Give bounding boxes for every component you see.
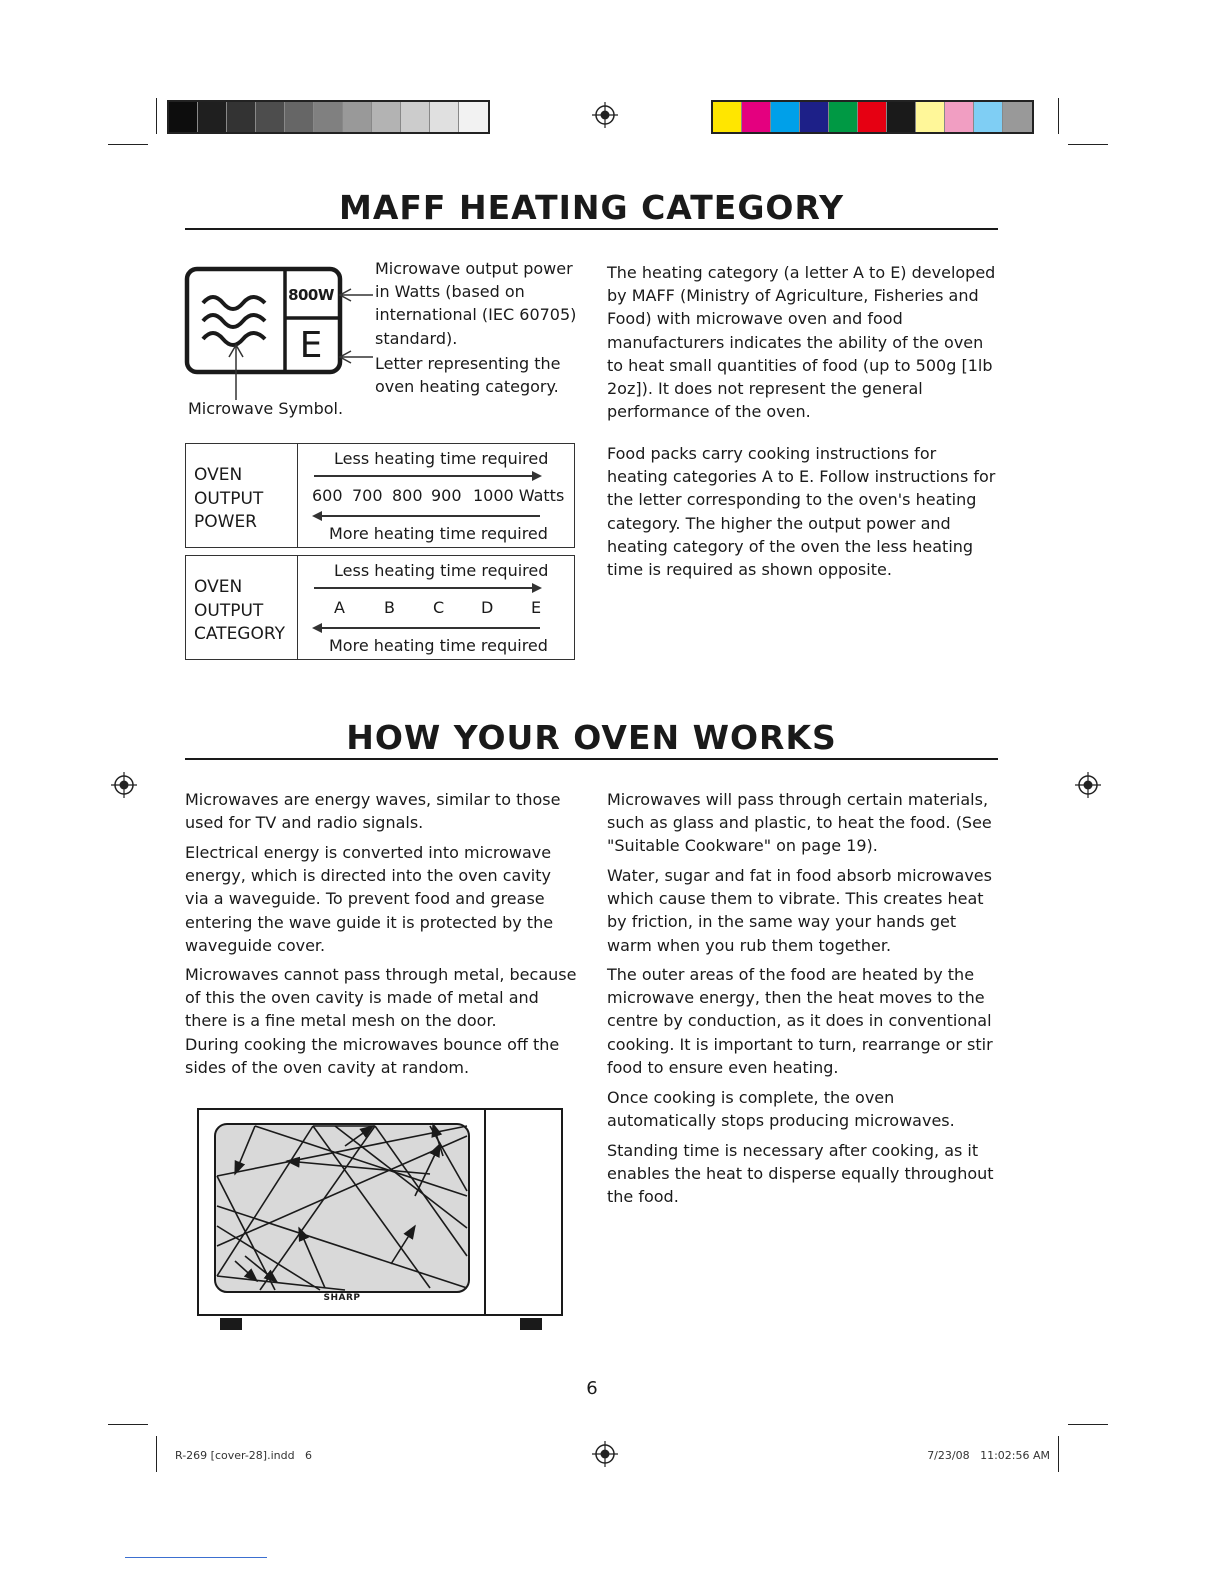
section-rule — [185, 758, 998, 760]
color-swatch — [858, 102, 887, 132]
section-title-maff: MAFF HEATING CATEGORY — [339, 188, 844, 227]
crop-mark-bottom-left-h — [108, 1424, 148, 1425]
output-power-note: Microwave output power in Watts (based on international (IEC 60705) standard). — [375, 259, 577, 348]
category-letter-value: E — [299, 325, 323, 366]
color-swatch — [430, 102, 459, 132]
color-swatch — [198, 102, 227, 132]
footer-timestamp: 7/23/08 11:02:56 AM — [927, 1449, 1050, 1462]
power-value: 700 — [352, 486, 383, 505]
microwave-oven-illustration — [195, 1106, 567, 1332]
more-time-text: More heating time required — [329, 636, 548, 655]
less-time-text: Less heating time required — [334, 561, 549, 580]
color-swatch — [800, 102, 829, 132]
body-paragraph: During cooking the microwaves bounce off the sides of the oven cavity at random. — [185, 1035, 560, 1078]
body-paragraph: Microwaves cannot pass through metal, because of this the oven cavity is made of metal and there is a fine metal mesh on the door. — [185, 965, 577, 1031]
label-line: OUTPUT — [194, 600, 264, 621]
color-swatch — [343, 102, 372, 132]
color-swatch — [742, 102, 771, 132]
microwave-symbol-caption: Microwave Symbol. — [188, 399, 344, 418]
output-category-table — [185, 555, 575, 660]
body-paragraph: The outer areas of the food are heated by the microwave energy, then the heat moves to the centre by conduction, as it does in conventional cooking. It is important to turn, rearrange or stir food to ensure even heating. — [607, 965, 993, 1077]
process-color-bar — [711, 100, 1034, 134]
arrow-left-icon — [314, 627, 540, 629]
crop-mark-bottom-right-v — [1058, 1436, 1059, 1472]
category-value: C — [433, 598, 445, 617]
color-swatch — [459, 102, 488, 132]
registration-target-icon — [111, 772, 137, 798]
label-line: POWER — [194, 512, 257, 532]
crop-mark-top-right-v — [1058, 98, 1059, 134]
footer-file-name: R-269 [cover-28].indd 6 — [175, 1449, 313, 1462]
category-value: E — [531, 598, 542, 617]
arrow-right-icon — [314, 587, 540, 589]
color-swatch — [887, 102, 916, 132]
color-swatch — [314, 102, 343, 132]
color-swatch — [227, 102, 256, 132]
power-value: 900 — [431, 486, 462, 505]
output-category-label — [186, 556, 298, 659]
crop-mark-top-right-h — [1068, 144, 1108, 145]
power-value: 600 — [312, 486, 343, 505]
color-swatch — [945, 102, 974, 132]
color-swatch — [771, 102, 800, 132]
color-swatch — [713, 102, 742, 132]
section-title-how-it-works: HOW YOUR OVEN WORKS — [346, 718, 837, 757]
color-swatch — [401, 102, 430, 132]
color-swatch — [169, 102, 198, 132]
maff-description-paragraph: The heating category (a letter A to E) developed by MAFF (Ministry of Agriculture, Fisheries and Food) with microwave oven and food manufacturers indicates the ability of the oven to heat small quantities of food (up to 500g [1lb 2oz]). It does not represent the general performance of the oven. — [607, 263, 996, 422]
crop-mark-top-left-h — [108, 144, 148, 145]
arrow-left-icon — [314, 515, 540, 517]
label-line: OVEN — [194, 577, 243, 597]
color-swatch — [285, 102, 314, 132]
output-power-label — [186, 444, 298, 547]
page-number: 6 — [586, 1378, 598, 1399]
crop-mark-bottom-right-h — [1068, 1424, 1108, 1425]
label-line: OVEN — [194, 465, 243, 485]
section-rule — [185, 228, 998, 230]
body-paragraph: Standing time is necessary after cooking, as it enables the heat to disperse equally throughout the food. — [607, 1141, 994, 1207]
color-swatch — [916, 102, 945, 132]
color-swatch — [256, 102, 285, 132]
food-pack-paragraph: Food packs carry cooking instructions for heating categories A to E. Follow instructions for the letter corresponding to the oven's heating category. The higher the output power and heating category of the oven the less heating time is required as shown opposite. — [607, 444, 996, 580]
crop-mark-bottom-left-v — [156, 1436, 157, 1472]
microwave-wave-icon — [203, 297, 265, 345]
letter-note: Letter representing the oven heating category. — [375, 354, 561, 397]
registration-target-icon — [592, 102, 618, 128]
less-time-text: Less heating time required — [334, 449, 549, 468]
body-paragraph: Electrical energy is converted into microwave energy, which is directed into the oven cavity via a waveguide. To prevent food and grease entering the wave guide it is protected by the waveguide cover. — [185, 843, 554, 955]
power-value: 1000 Watts — [473, 486, 565, 505]
body-paragraph: Microwaves will pass through certain materials, such as glass and plastic, to heat the food. (See "Suitable Cookware" on page 19). — [607, 790, 992, 856]
rating-label-graphic — [183, 265, 378, 400]
category-value: D — [481, 598, 494, 617]
body-paragraph: Water, sugar and fat in food absorb microwaves which cause them to vibrate. This creates heat by friction, in the same way your hands get warm when you rub them together. — [607, 866, 992, 955]
power-value: 800 — [392, 486, 423, 505]
body-paragraph: Once cooking is complete, the oven automatically stops producing microwaves. — [607, 1088, 955, 1131]
registration-target-icon — [592, 1441, 618, 1467]
label-line: OUTPUT — [194, 488, 264, 509]
color-swatch — [829, 102, 858, 132]
category-value: A — [334, 598, 345, 617]
category-value: B — [384, 598, 395, 617]
divider — [125, 1557, 267, 1558]
registration-target-icon — [1075, 772, 1101, 798]
color-swatch — [1003, 102, 1032, 132]
color-swatch — [372, 102, 401, 132]
arrow-right-icon — [314, 475, 540, 477]
label-line: CATEGORY — [194, 624, 285, 644]
power-rating-value: 800W — [288, 286, 334, 304]
oven-brand-logo: SHARP — [323, 1293, 361, 1303]
body-paragraph: Microwaves are energy waves, similar to those used for TV and radio signals. — [185, 790, 561, 833]
output-power-table — [185, 443, 575, 548]
grayscale-color-bar — [167, 100, 490, 134]
color-swatch — [974, 102, 1003, 132]
more-time-text: More heating time required — [329, 524, 548, 543]
crop-mark-top-left-v — [156, 98, 157, 134]
